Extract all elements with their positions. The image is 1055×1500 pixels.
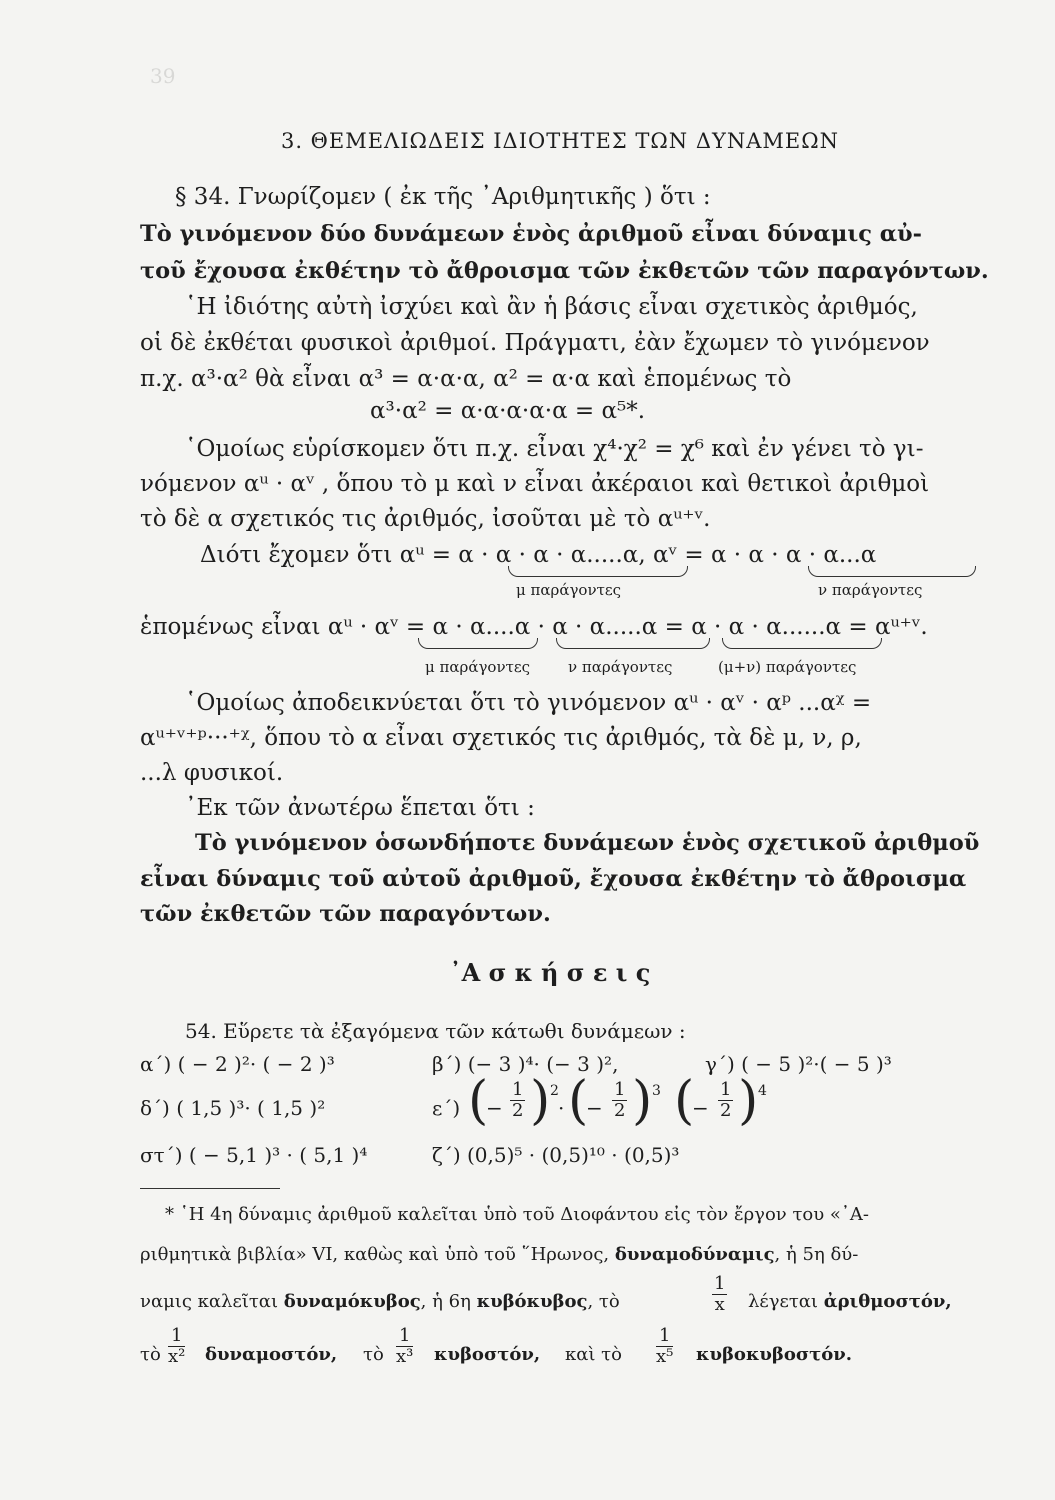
footnote-line-3: ναμις καλεῖται δυναμόκυβος, ἡ 6η κυβόκυβος, τὸ	[140, 1291, 620, 1312]
paren-close-2: )	[632, 1071, 653, 1131]
theorem2-line-2: εἶναι δύναμις τοῦ αὐτοῦ ἀριθμοῦ, ἔχουσα ἐκθέτην τὸ ἄθροισμα	[140, 866, 967, 892]
fraction-half-1: $\frac{1}{2}$	[512, 1079, 524, 1121]
term-kyboston: κυβοστόν,	[434, 1344, 541, 1365]
term-kybokybos: κυβόκυβος	[476, 1291, 588, 1312]
page-number: 39	[150, 64, 176, 88]
para-line-4: ῾Η ἰδιότης αὐτὴ ἰσχύει καὶ ἂν ἡ βάσις εἶναι σχετικὸς ἀριθμός,	[185, 294, 918, 320]
footnote-rule	[140, 1188, 280, 1189]
brace-label-nu: ν παράγοντες	[818, 581, 923, 599]
footnote-line-2: ριθμητικὰ βιβλία» VI, καθὼς καὶ ὑπὸ τοῦ ῞Ηρωνος, δυναμοδύναμις, ἡ 5η δύ-	[140, 1244, 859, 1265]
para-line-8: ῾Ομοίως εὑρίσκομεν ὅτι π.χ. εἶναι χ⁴·χ² = χ⁶ καὶ ἐν γένει τὸ γι-	[185, 436, 924, 462]
brace-label-nu-2: ν παράγοντες	[568, 658, 673, 676]
section-title: 3. ΘΕΜΕΛΙΩΔΕΙΣ ΙΔΙΟΤΗΤΕΣ ΤΩΝ ΔΥΝΑΜΕΩΝ	[280, 129, 840, 153]
para-line-9: νόμενον αᵘ · αᵛ , ὅπου τὸ μ καὶ ν εἶναι ἀκέραιοι καὶ θετικοὶ ἀριθμοὶ	[140, 471, 930, 497]
underbrace-sum	[722, 638, 882, 649]
exercises-title: ᾿Α σ κ ή σ ε ι ς	[449, 958, 651, 987]
exercise-a: α΄) ( − 2 )²· ( − 2 )³	[140, 1052, 335, 1076]
equation-product: ἑπομένως εἶναι αᵘ · αᵛ = α · α....α · α · α.....α = α · α · α......α = αᵘ⁺ᵛ.	[140, 614, 928, 640]
paren-close-3: )	[738, 1071, 759, 1131]
term-dynamokybos: δυναμόκυβος	[283, 1291, 421, 1312]
term-dynamoston: δυναμοστόν,	[205, 1344, 338, 1365]
exercise-intro: 54. Εὕρετε τὰ ἐξαγόμενα τῶν κάτωθι δυνάμεων :	[185, 1019, 686, 1043]
footnote-line-3-end: λέγεται ἀριθμοστόν,	[748, 1291, 952, 1312]
footnote-line-1: * ῾Η 4η δύναμις ἀριθμοῦ καλεῖται ὑπὸ τοῦ Διοφάντου εἰς τὸν ἔργον του «᾿Α-	[165, 1204, 869, 1225]
term-dynamodynamis: δυναμοδύναμις	[614, 1244, 775, 1265]
para-line-16: ᾿Εκ τῶν ἀνωτέρω ἕπεται ὅτι :	[185, 795, 535, 821]
exercise-e-label: ε΄)	[432, 1096, 461, 1120]
paren-close-1: )	[530, 1071, 551, 1131]
para-line-13: ῾Ομοίως ἀποδεικνύεται ὅτι τὸ γινόμενον αᵘ · αᵛ · αᵖ ...αᵡ =	[185, 690, 872, 716]
exercise-st: στ΄) ( − 5,1 )³ · ( 5,1 )⁴	[140, 1143, 368, 1167]
exercise-b: β΄) (− 3 )⁴· (− 3 )²,	[432, 1052, 619, 1076]
fraction-half-2: $\frac{1}{2}$	[614, 1079, 626, 1121]
para-line-6: π.χ. α³·α² θὰ εἶναι α³ = α·α·α, α² = α·α καὶ ἑπομένως τὸ	[140, 366, 792, 392]
minus-sign-2: −	[586, 1096, 603, 1120]
para-line-15: ...λ φυσικοί.	[140, 760, 284, 786]
underbrace-nu-2	[556, 638, 710, 649]
footnote-kai-to: καὶ τὸ	[565, 1344, 622, 1365]
exponent-2: 2	[550, 1083, 559, 1099]
brace-label-sum: (μ+ν) παράγοντες	[718, 658, 857, 676]
exponent-3: 3	[652, 1083, 661, 1099]
fraction-1-over-x: $\frac{1}{x}$	[714, 1273, 726, 1315]
term-kybokyboston: κυβοκυβοστόν.	[696, 1344, 853, 1365]
paren-open-1: (	[468, 1071, 489, 1131]
fraction-1-over-x2: $\frac{1}{\text{x²}}$	[168, 1325, 186, 1367]
brace-label-mu: μ παράγοντες	[516, 581, 622, 599]
footnote-to-2: τὸ	[363, 1344, 384, 1365]
exercise-z: ζ΄) (0,5)⁵ · (0,5)¹⁰ · (0,5)³	[432, 1143, 680, 1167]
equation-expansion: Διότι ἔχομεν ὅτι αᵘ = α · α · α · α.....α, αᵛ = α · α · α · α...α	[200, 542, 877, 568]
minus-sign-1: −	[486, 1096, 503, 1120]
para-line-10: τὸ δὲ α σχετικός τις ἀριθμός, ἰσοῦται μὲ τὸ αᵘ⁺ᵛ.	[140, 506, 711, 532]
fraction-half-3: $\frac{1}{2}$	[720, 1079, 732, 1121]
equation-a5: α³·α² = α·α·α·α·α = α⁵*.	[370, 398, 646, 424]
theorem2-line-3: τῶν ἐκθετῶν τῶν παραγόντων.	[140, 901, 551, 927]
theorem-line-1: Τὸ γινόμενον δύο δυνάμεων ἑνὸς ἀριθμοῦ εἶναι δύναμις αὐ-	[140, 221, 923, 247]
footnote-to-1: τὸ	[140, 1344, 161, 1365]
para-line-5: οἱ δὲ ἐκθέται φυσικοὶ ἀριθμοί. Πράγματι, ἐὰν ἔχωμεν τὸ γινόμενον	[140, 330, 930, 356]
minus-sign-3: −	[692, 1096, 709, 1120]
theorem-line-2: τοῦ ἔχουσα ἐκθέτην τὸ ἄθροισμα τῶν ἐκθετῶν τῶν παραγόντων.	[140, 258, 989, 284]
para-line-14: αᵘ⁺ᵛ⁺ᵖ···⁺ᵡ, ὅπου τὸ α εἶναι σχετικός τις ἀριθμός, τὰ δὲ μ, ν, ρ,	[140, 725, 862, 751]
theorem2-line-1: Τὸ γινόμενον ὁσωνδήποτε δυνάμεων ἑνὸς σχετικοῦ ἀριθμοῦ	[195, 830, 980, 856]
underbrace-mu-2	[418, 638, 538, 649]
fraction-1-over-x3: $\frac{1}{\text{x³}}$	[396, 1325, 414, 1367]
para-line-1: § 34. Γνωρίζομεν ( ἐκ τῆς ᾿Αριθμητικῆς ) ὅτι :	[175, 184, 711, 210]
paren-open-2: (	[568, 1071, 589, 1131]
exercise-d: δ΄) ( 1,5 )³· ( 1,5 )²	[140, 1096, 326, 1120]
exponent-4: 4	[758, 1083, 767, 1099]
brace-label-mu-2: μ παράγοντες	[425, 658, 531, 676]
fraction-1-over-x5: $\frac{1}{\text{x⁵}}$	[656, 1325, 674, 1367]
dot-operator: ·	[558, 1096, 565, 1120]
exercise-c: γ΄) ( − 5 )²·( − 5 )³	[705, 1052, 892, 1076]
paren-open-3: (	[674, 1071, 695, 1131]
